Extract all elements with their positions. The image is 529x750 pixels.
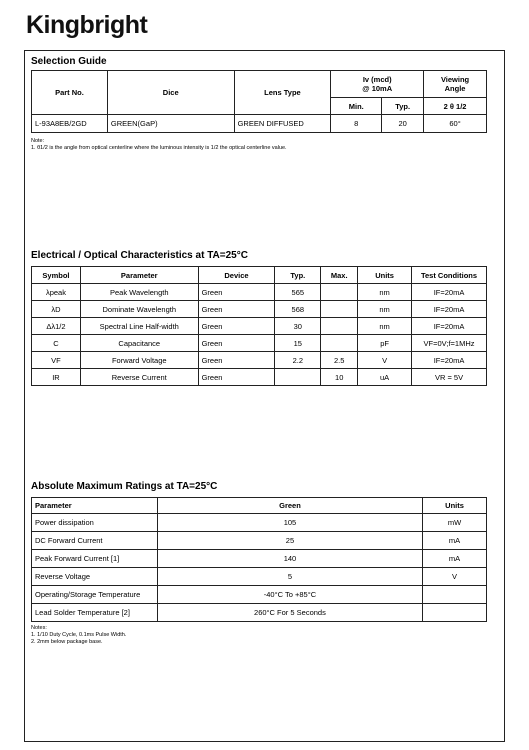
selection-note-1: 1. θ1/2 is the angle from optical centerline where the luminous intensity is 1/2 the optical centerline value. <box>31 145 287 151</box>
elec-cell-device: Green <box>198 284 275 301</box>
elec-cell-units: nm <box>358 301 412 318</box>
elec-cell-parameter: Spectral Line Half-width <box>80 318 198 335</box>
abs-cell-units: mW <box>423 514 487 532</box>
abs-row <box>32 568 487 586</box>
elec-cell-max: 2.5 <box>321 352 358 369</box>
absolute-notes <box>31 625 126 646</box>
elec-cell-device: Green <box>198 318 275 335</box>
abs-cell-green: 140 <box>157 550 422 568</box>
elec-cell-symbol: VF <box>32 352 81 369</box>
abs-cell-green: 5 <box>157 568 422 586</box>
absolute-note-1: 1. 1/10 Duty Cycle, 0.1ms Pulse Width. <box>31 632 127 638</box>
elec-cell-typ: 30 <box>275 318 321 335</box>
abs-header-units: Units <box>423 498 487 514</box>
cell-part-no: L-93A8EB/2GD <box>32 115 108 133</box>
elec-cell-typ: 2.2 <box>275 352 321 369</box>
abs-cell-parameter: Reverse Voltage <box>32 568 158 586</box>
cell-iv-min: 8 <box>331 115 382 133</box>
elec-cell-typ: 15 <box>275 335 321 352</box>
abs-cell-parameter: Operating/Storage Temperature <box>32 586 158 604</box>
cell-dice: GREEN(GaP) <box>107 115 234 133</box>
abs-cell-green: 260°C For 5 Seconds <box>157 604 422 622</box>
selection-guide-title: Selection Guide <box>31 56 107 67</box>
absolute-title: Absolute Maximum Ratings at TA=25°C <box>31 481 218 492</box>
header-iv-label: Iv (mcd) <box>362 75 392 84</box>
elec-cell-symbol: C <box>32 335 81 352</box>
elec-header-max: Max. <box>321 267 358 284</box>
abs-cell-units <box>423 586 487 604</box>
header-theta: 2 θ 1/2 <box>424 98 487 115</box>
elec-cell-parameter: Reverse Current <box>80 369 198 386</box>
header-dice: Dice <box>107 71 234 115</box>
cell-lens-type: GREEN DIFFUSED <box>234 115 331 133</box>
abs-cell-units: mA <box>423 550 487 568</box>
elec-cell-parameter: Forward Voltage <box>80 352 198 369</box>
elec-cell-device: Green <box>198 335 275 352</box>
abs-cell-units: V <box>423 568 487 586</box>
abs-cell-parameter: Power dissipation <box>32 514 158 532</box>
header-iv-condition: @ 10mA <box>362 84 393 93</box>
abs-cell-green: -40°C To +85°C <box>157 586 422 604</box>
elec-header-device: Device <box>198 267 275 284</box>
elec-cell-units: V <box>358 352 412 369</box>
header-lens-type: Lens Type <box>234 71 331 115</box>
cell-viewing-angle: 60° <box>424 115 487 133</box>
elec-cell-max <box>321 335 358 352</box>
elec-cell-max <box>321 318 358 335</box>
abs-cell-parameter: Peak Forward Current [1] <box>32 550 158 568</box>
elec-cell-max <box>321 284 358 301</box>
abs-cell-units <box>423 604 487 622</box>
elec-header-parameter: Parameter <box>80 267 198 284</box>
elec-cell-test-conditions: IF=20mA <box>412 318 487 335</box>
cell-iv-typ: 20 <box>382 115 424 133</box>
abs-row <box>32 514 487 532</box>
abs-cell-green: 105 <box>157 514 422 532</box>
elec-cell-test-conditions: VF=0V;f=1MHz <box>412 335 487 352</box>
abs-row <box>32 532 487 550</box>
elec-header-symbol: Symbol <box>32 267 81 284</box>
header-iv <box>331 71 424 98</box>
abs-row <box>32 586 487 604</box>
elec-cell-parameter: Peak Wavelength <box>80 284 198 301</box>
elec-cell-max <box>321 301 358 318</box>
selection-note <box>31 138 287 152</box>
elec-cell-typ: 568 <box>275 301 321 318</box>
elec-header-units: Units <box>358 267 412 284</box>
selection-guide-table <box>31 70 487 133</box>
elec-row <box>32 284 487 301</box>
header-min: Min. <box>331 98 382 115</box>
elec-cell-units: nm <box>358 318 412 335</box>
elec-cell-symbol: IR <box>32 369 81 386</box>
elec-cell-units: nm <box>358 284 412 301</box>
header-typ: Typ. <box>382 98 424 115</box>
header-angle: Angle <box>444 84 466 93</box>
absolute-notes-label: Notes: <box>31 625 47 631</box>
header-viewing-angle <box>424 71 487 98</box>
abs-row <box>32 550 487 568</box>
elec-header-test-conditions: Test Conditions <box>412 267 487 284</box>
elec-cell-device: Green <box>198 369 275 386</box>
abs-cell-parameter: DC Forward Current <box>32 532 158 550</box>
electrical-title: Electrical / Optical Characteristics at TA=25°C <box>31 250 248 261</box>
elec-cell-symbol: λpeak <box>32 284 81 301</box>
absolute-note-2: 2. 2mm below package base. <box>31 639 103 645</box>
elec-cell-units: uA <box>358 369 412 386</box>
header-viewing: Viewing <box>440 75 470 84</box>
elec-row <box>32 335 487 352</box>
elec-row <box>32 369 487 386</box>
elec-cell-typ: 565 <box>275 284 321 301</box>
abs-cell-parameter: Lead Solder Temperature [2] <box>32 604 158 622</box>
selection-note-label: Note: <box>31 138 45 144</box>
elec-cell-symbol: λD <box>32 301 81 318</box>
elec-cell-device: Green <box>198 301 275 318</box>
abs-header-parameter: Parameter <box>32 498 158 514</box>
elec-row <box>32 318 487 335</box>
elec-cell-test-conditions: IF=20mA <box>412 301 487 318</box>
abs-cell-units: mA <box>423 532 487 550</box>
elec-cell-typ <box>275 369 321 386</box>
elec-row <box>32 301 487 318</box>
elec-row <box>32 352 487 369</box>
brand-logo: Kingbright <box>26 11 148 39</box>
elec-cell-test-conditions: VR = 5V <box>412 369 487 386</box>
elec-cell-parameter: Dominate Wavelength <box>80 301 198 318</box>
elec-cell-units: pF <box>358 335 412 352</box>
electrical-table <box>31 266 487 386</box>
elec-cell-test-conditions: IF=20mA <box>412 352 487 369</box>
abs-row <box>32 604 487 622</box>
absolute-ratings-table <box>31 497 487 622</box>
elec-cell-parameter: Capacitance <box>80 335 198 352</box>
elec-header-typ: Typ. <box>275 267 321 284</box>
elec-cell-max: 10 <box>321 369 358 386</box>
abs-cell-green: 25 <box>157 532 422 550</box>
elec-cell-device: Green <box>198 352 275 369</box>
elec-cell-symbol: Δλ1/2 <box>32 318 81 335</box>
elec-cell-test-conditions: IF=20mA <box>412 284 487 301</box>
header-part-no: Part No. <box>32 71 108 115</box>
abs-header-green: Green <box>157 498 422 514</box>
